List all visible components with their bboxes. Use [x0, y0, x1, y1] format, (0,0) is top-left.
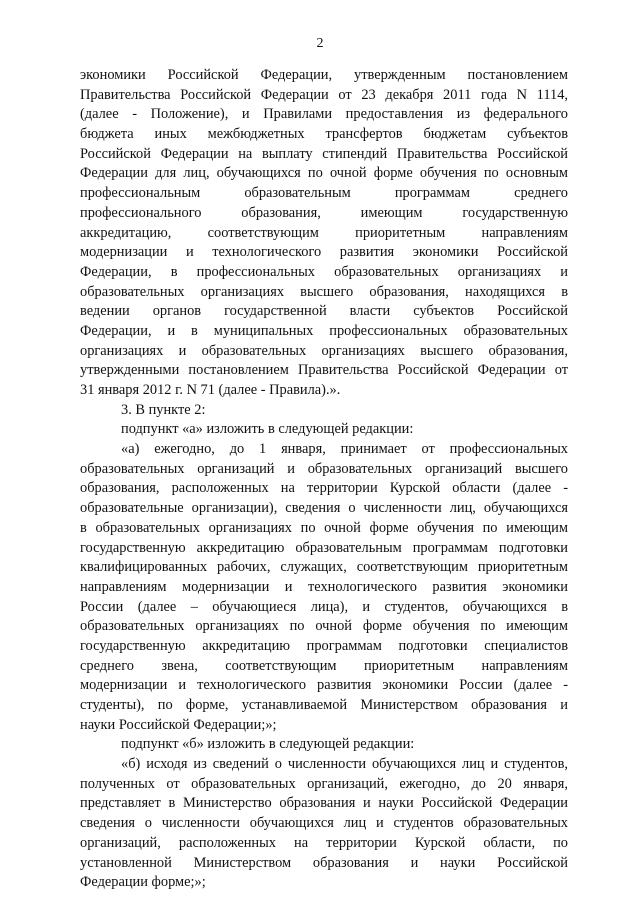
text-line: утвержденными постановлением Правительства Российской Федерации от — [80, 362, 568, 379]
text-line: Федерации для лиц, обучающихся по очной форме обучения по основным — [80, 165, 568, 182]
text-line: в образовательных организациях по очной форме обучения по имеющим — [80, 519, 568, 536]
text-line: Федерации форме;»; — [80, 874, 206, 891]
page-number: 2 — [316, 36, 324, 51]
text-line: «б) исходя из сведений о численности обучающихся лиц и студентов, — [121, 756, 568, 773]
text-line: образования, расположенных на территории Курской области (далее - — [80, 480, 568, 497]
text-line: студенты), по форме, устанавливаемой Министерством образования и — [80, 697, 568, 713]
text-line: экономики Российской Федерации, утвержденным постановлением — [80, 67, 568, 83]
text-line: подпункт «а» изложить в следующей редакции: — [121, 421, 414, 438]
text-line: 31 января 2012 г. N 71 (далее - Правила).». — [80, 382, 341, 398]
text-line: науки Российской Федерации;»; — [80, 716, 277, 733]
text-line: модернизации и технологического развития экономики Российской — [80, 244, 568, 261]
text-line: Федерации, в профессиональных образовательных организациях и — [80, 263, 568, 280]
text-line: направлениям модернизации и технологического развития экономики — [80, 578, 568, 595]
text-line: организаций, расположенных на территории Курской области, по — [80, 834, 568, 851]
text-line: ведении органов государственной власти субъектов Российской — [80, 303, 568, 320]
text-line: Федерации, и в муниципальных профессиональных образовательных — [80, 322, 568, 339]
text-line: среднего звена, соответствующим приоритетным направлениям — [80, 657, 568, 674]
text-line: России (далее – обучающиеся лица), и студентов, обучающихся в — [80, 598, 568, 615]
text-line: установленной Министерством образования и науки Российской — [80, 854, 568, 871]
text-line: государственную аккредитацию образовательным программам подготовки — [80, 539, 568, 556]
text-line: бюджета иных межбюджетных трансфертов бюджетам субъектов — [80, 126, 568, 143]
text-line: 3. В пункте 2: — [121, 401, 206, 418]
document-body — [80, 66, 568, 893]
text-line: представляет в Министерство образования и науки Российской Федерации — [80, 795, 568, 812]
text-line: образовательных организациях по очной форме обучения по имеющим — [80, 618, 568, 635]
text-line: Правительства Российской Федерации от 23 декабря 2011 года N 1114, — [80, 86, 568, 103]
text-line: модернизации и технологического развития экономики России (далее - — [80, 677, 568, 694]
text-line: организациях и образовательных организациях высшего образования, — [80, 342, 568, 359]
text-line: (далее - Положение), и Правилами предоставления из федерального — [80, 106, 568, 123]
text-line: образовательных организаций и образовательных организаций высшего — [80, 460, 568, 477]
text-line: образовательных организациях высшего образования, находящихся в — [80, 283, 568, 300]
text-line: квалифицированных рабочих, служащих, соответствующим приоритетным — [80, 559, 568, 576]
text-line: Российской Федерации на выплату стипендий Правительства Российской — [80, 145, 568, 162]
text-line: полученных от образовательных организаций, ежегодно, до 20 января, — [80, 775, 568, 792]
text-line: государственную аккредитацию программам подготовки специалистов — [80, 637, 568, 654]
text-line: подпункт «б» изложить в следующей редакции: — [121, 736, 415, 753]
text-line: «а) ежегодно, до 1 января, принимает от профессиональных — [121, 441, 568, 458]
text-line: профессионального образования, имеющим государственную — [80, 204, 568, 221]
text-line: образовательные организации), сведения о численности лиц, обучающихся — [80, 500, 568, 517]
text-line: сведения о численности обучающихся лиц и студентов образовательных — [80, 815, 568, 832]
text-line: аккредитацию, соответствующим приоритетным направлениям — [80, 224, 568, 241]
text-line: профессиональным образовательным программам среднего — [80, 185, 568, 202]
